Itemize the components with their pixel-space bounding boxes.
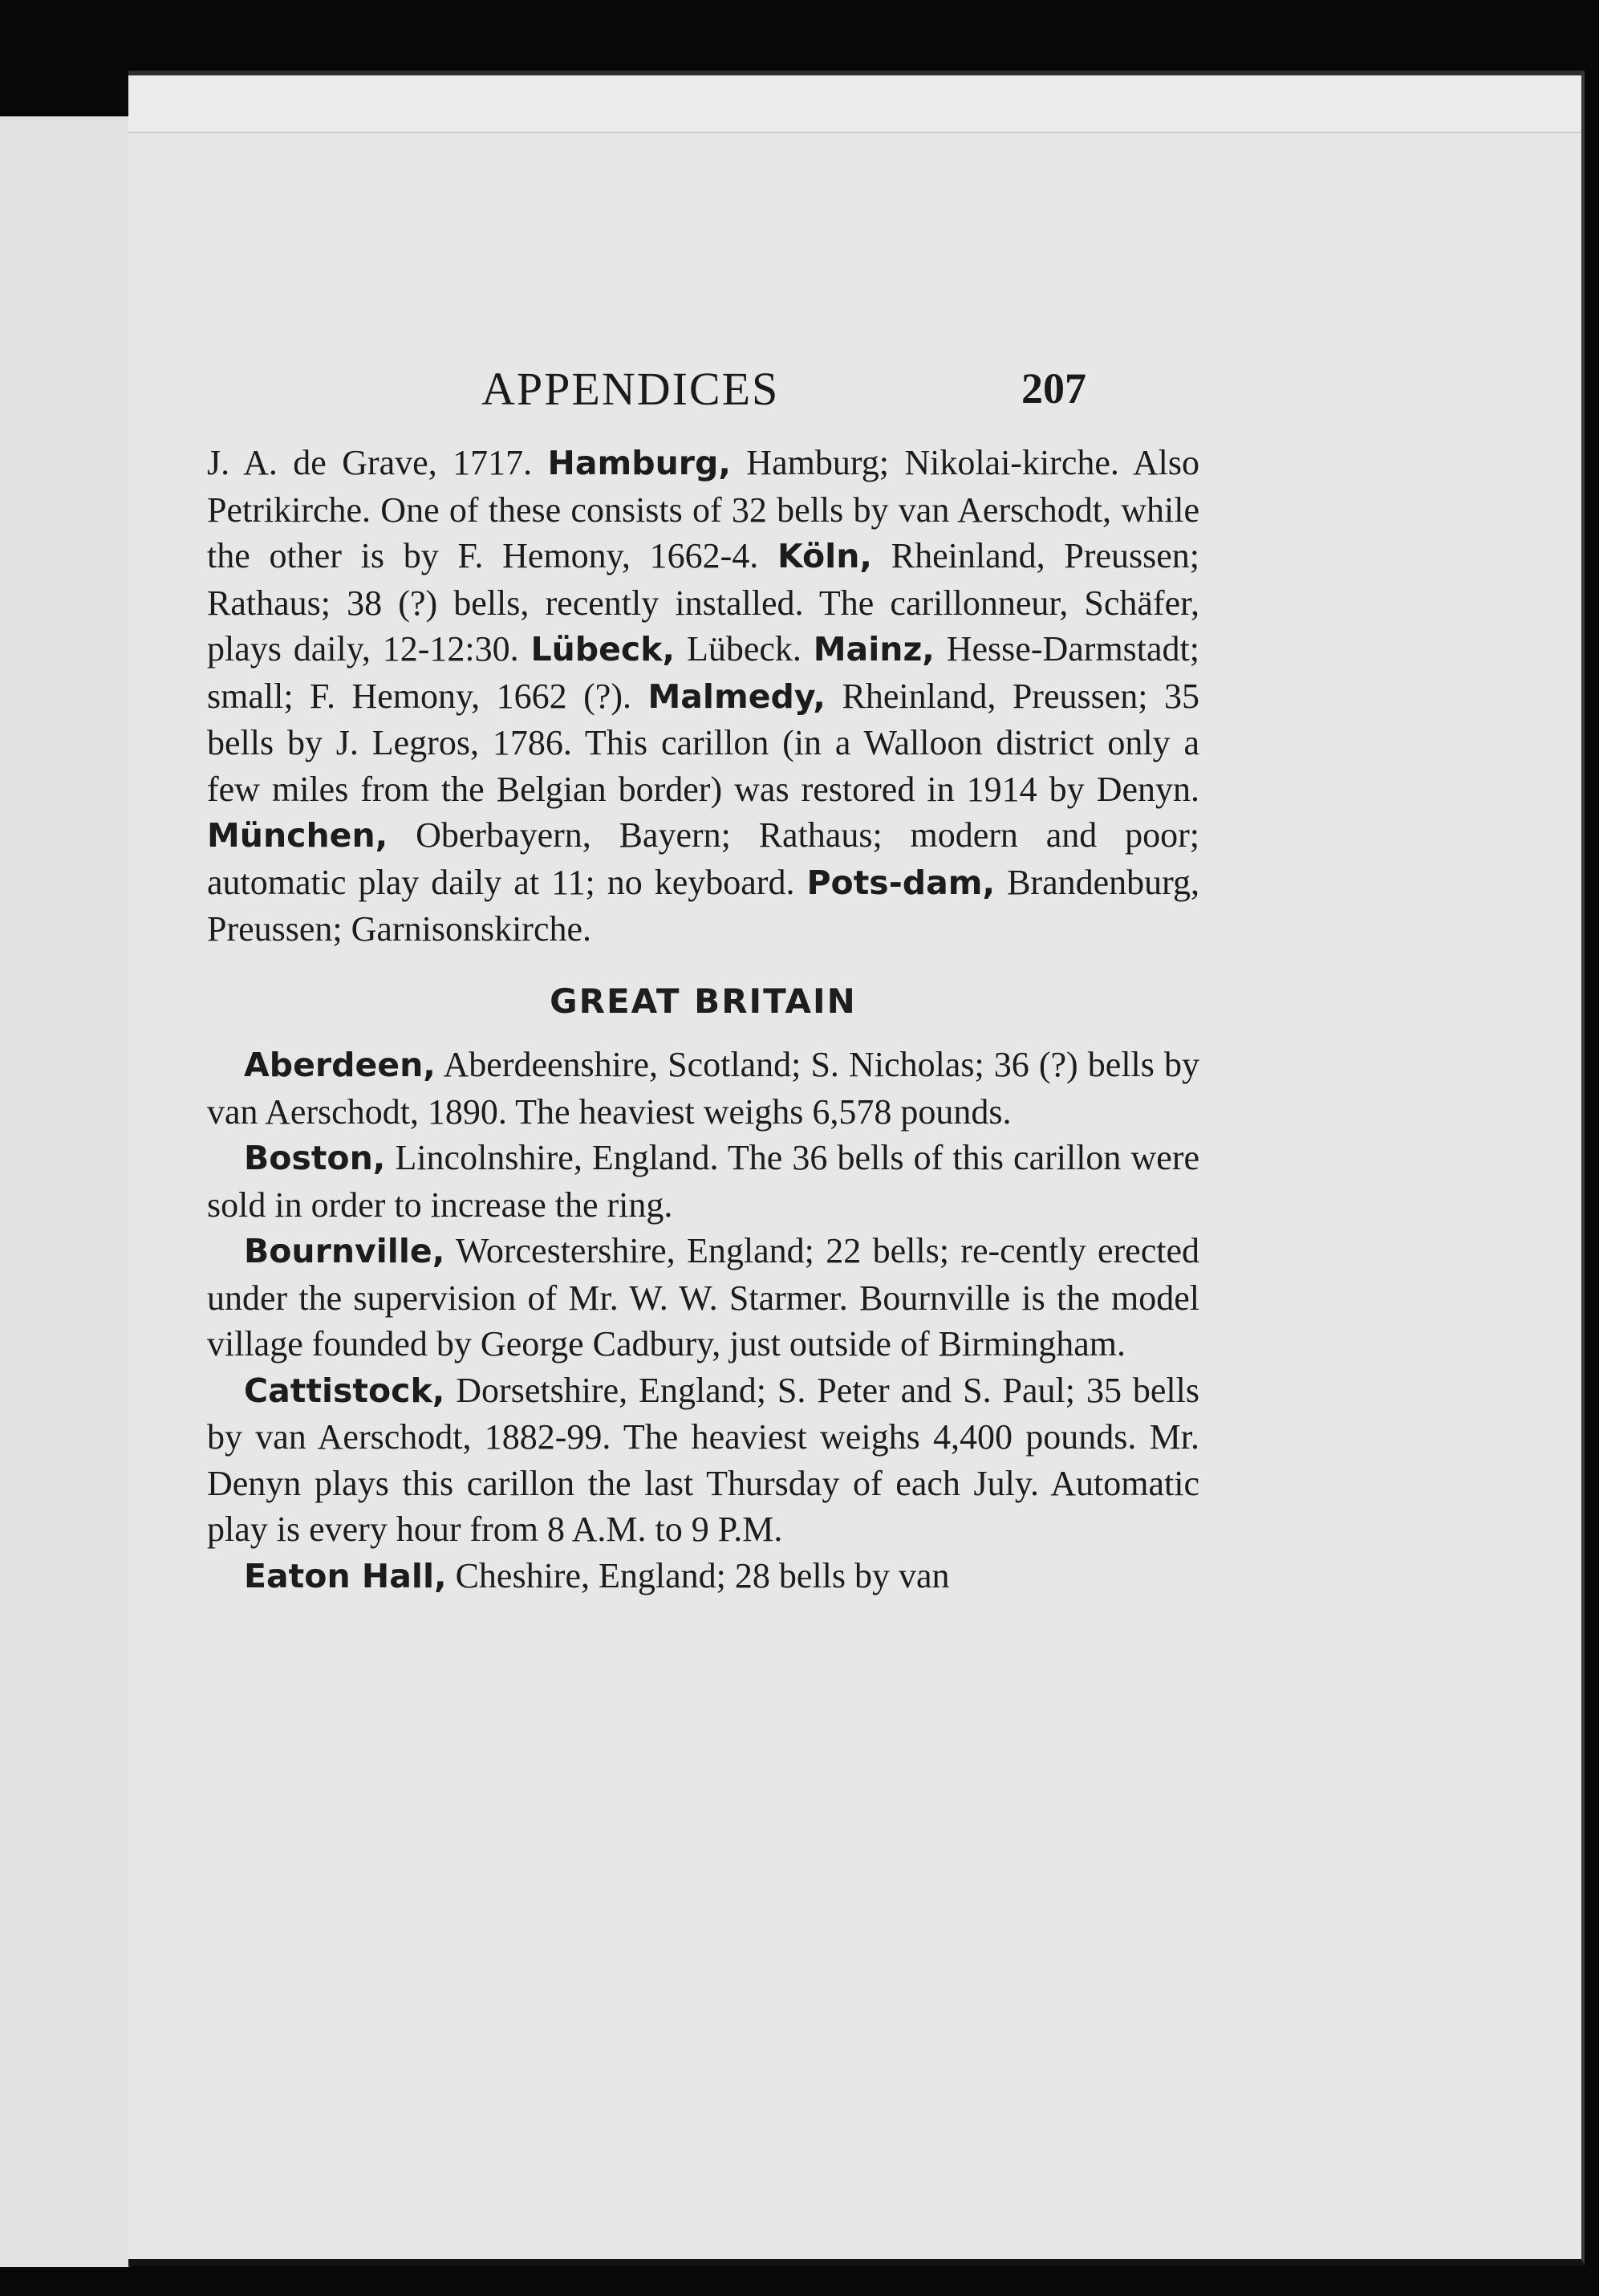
entry-paragraph xyxy=(207,1042,1199,1135)
body-text: Brandenburg, Preussen; Garnisonskirche. xyxy=(207,862,1199,949)
place-name: Eaton Hall, xyxy=(244,1556,447,1595)
entry-paragraph xyxy=(207,1228,1199,1367)
body-text: Hamburg; Nikolai-kirche. Also Petrikirche. One of these consists of 32 bells by van Aerschodt, while the other is by F. Hemony, 1662-4. xyxy=(207,443,1199,575)
entry-paragraph xyxy=(207,1553,1199,1600)
page-top-strip xyxy=(128,75,1581,133)
place-name: Boston, xyxy=(244,1139,386,1177)
body-text: Lincolnshire, England. The 36 bells of this carillon were sold in order to increase the ring. xyxy=(207,1138,1199,1225)
place-name: Köln, xyxy=(777,537,873,575)
body-text: Aberdeenshire, Scotland; S. Nicholas; 36 (?) bells by van Aerschodt, 1890. The heaviest weighs 6,578 pounds. xyxy=(207,1045,1199,1132)
place-name: Malmedy, xyxy=(647,677,826,716)
place-name: Bournville, xyxy=(244,1232,445,1270)
place-name: München, xyxy=(207,816,388,855)
body-text: Lübeck. xyxy=(675,629,814,668)
place-name: Lübeck, xyxy=(530,630,676,668)
facing-page-edge xyxy=(0,116,131,2267)
text-column xyxy=(207,440,1199,1599)
body-text: Hesse-Darmstadt; small; F. Hemony, 1662 (?). xyxy=(207,629,1199,716)
running-head xyxy=(0,362,1211,418)
body-text: Rheinland, Preussen; 35 bells by J. Legros, 1786. This carillon (in a Walloon district only a few miles from the Belgian border) was restored in 1914 by Denyn. xyxy=(207,676,1199,809)
body-text: Dorsetshire, England; S. Peter and S. Paul; 35 bells by van Aerschodt, 1882-99. The heaviest weighs 4,400 pounds. Mr. Denyn plays this carillon the last Thursday of each July. Automatic play is every hour from 8 A.M. to 9 P.M. xyxy=(207,1370,1199,1549)
body-text: Oberbayern, Bayern; Rathaus; modern and poor; automatic play daily at 11; no keyboard. xyxy=(207,815,1199,902)
body-text: Worcestershire, England; 22 bells; re-cently erected under the supervision of Mr. W. W. Starmer. Bournville is the model village founded by George Cadbury, just outside of Birmingham. xyxy=(207,1231,1199,1363)
body-text: Cheshire, England; 28 bells by van xyxy=(446,1555,950,1595)
place-name: Pots-dam, xyxy=(806,863,996,902)
continued-paragraph xyxy=(207,440,1199,953)
entry-paragraph xyxy=(207,1135,1199,1228)
body-text: J. A. de Grave, 1717. xyxy=(207,443,548,482)
place-name: Aberdeen, xyxy=(244,1046,436,1084)
section-heading: GREAT BRITAIN xyxy=(550,981,857,1021)
page-number: 207 xyxy=(1021,364,1086,412)
running-head-title: APPENDICES xyxy=(481,363,780,415)
entry-paragraph xyxy=(207,1367,1199,1553)
place-name: Cattistock, xyxy=(244,1371,445,1410)
body-text: Rheinland, Preussen; Rathaus; 38 (?) bells, recently installed. The carillonneur, Schäfer, plays daily, 12-12:30. xyxy=(207,536,1200,668)
place-name: Mainz, xyxy=(813,630,935,668)
place-name: Hamburg, xyxy=(547,444,731,482)
